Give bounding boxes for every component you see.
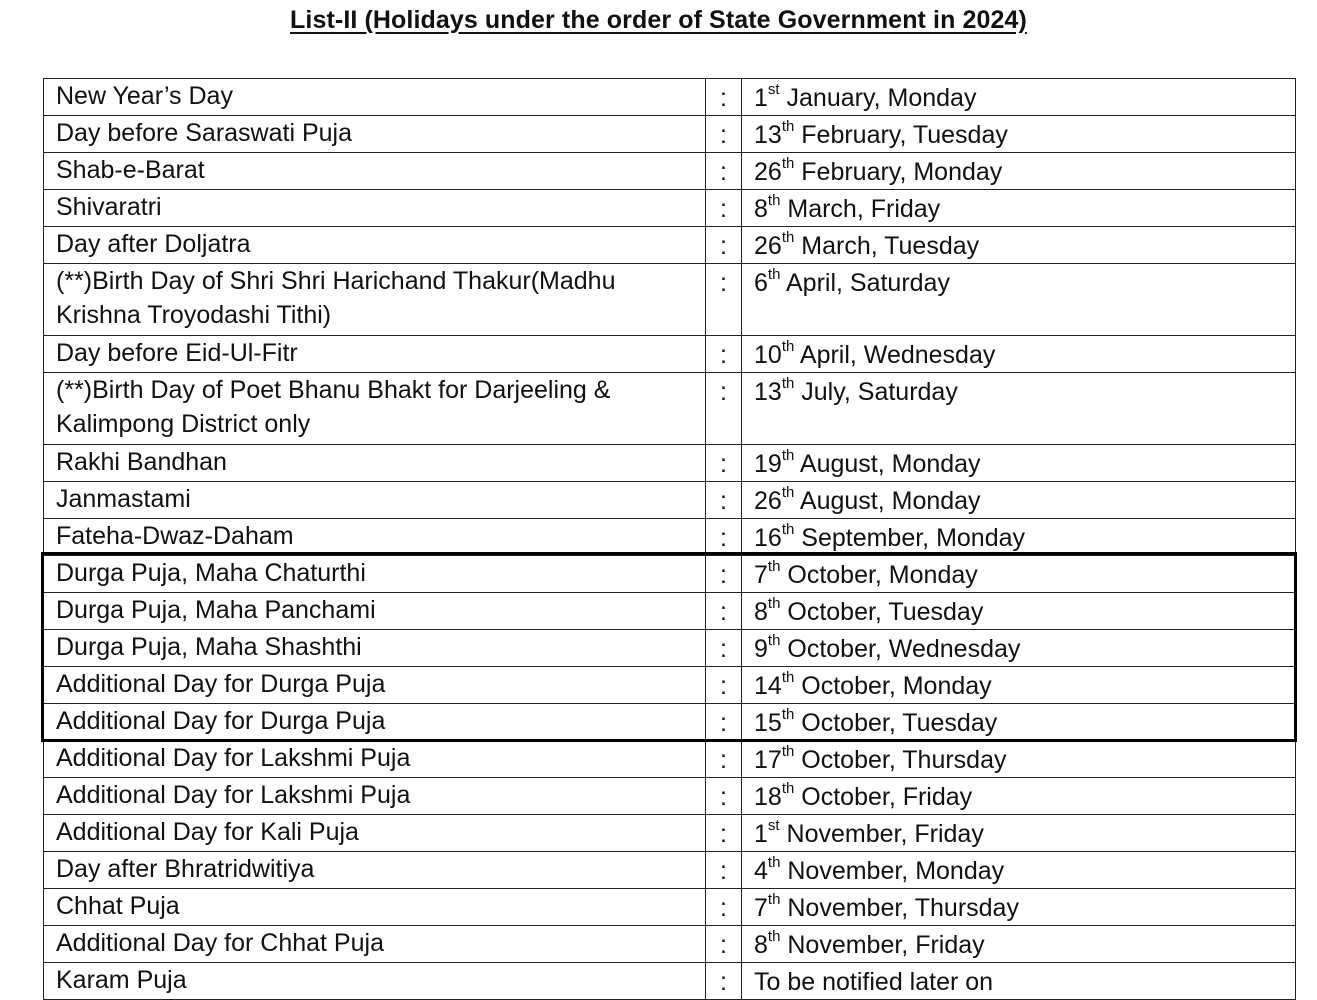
table-row <box>44 741 1296 778</box>
date-suffix: th <box>781 154 795 172</box>
holiday-name: Additional Day for Lakshmi Puja <box>44 778 706 815</box>
date-rest: November, Thursday <box>780 894 1019 922</box>
table-row <box>44 815 1296 852</box>
separator: : <box>706 482 742 519</box>
holiday-name: Shivaratri <box>44 190 706 227</box>
date-day: 1 <box>754 820 768 848</box>
date-rest: February, Monday <box>794 158 1003 186</box>
date-day: 13 <box>754 121 782 149</box>
date-rest: April, Wednesday <box>794 341 996 369</box>
date-rest: August, Monday <box>794 487 981 515</box>
table-row <box>44 519 1296 556</box>
date-suffix: th <box>781 705 795 723</box>
table-row <box>44 336 1296 373</box>
date-rest: October, Wednesday <box>780 635 1021 663</box>
date-suffix: th <box>767 927 781 945</box>
date-rest: November, Friday <box>779 820 984 848</box>
date-suffix: th <box>781 483 795 501</box>
separator: : <box>706 741 742 778</box>
date-suffix: th <box>767 594 781 612</box>
date-day: 4 <box>754 857 768 885</box>
table-row <box>44 667 1296 704</box>
holiday-name: Additional Day for Chhat Puja <box>44 926 706 963</box>
separator: : <box>706 116 742 153</box>
holiday-name: Additional Day for Lakshmi Puja <box>44 741 706 778</box>
date-day: 6 <box>754 269 768 297</box>
date-day: 26 <box>754 487 782 515</box>
date-day: 10 <box>754 341 782 369</box>
holiday-name: Shab-e-Barat <box>44 153 706 190</box>
date-suffix: th <box>781 337 795 355</box>
separator: : <box>706 778 742 815</box>
date-suffix: th <box>767 557 781 575</box>
date-suffix: st <box>767 80 780 98</box>
date-day: 18 <box>754 783 782 811</box>
holiday-name: Janmastami <box>44 482 706 519</box>
date-rest: October, Monday <box>780 561 978 589</box>
holiday-date <box>742 852 1296 889</box>
date-suffix: th <box>767 631 781 649</box>
holiday-date <box>742 264 1296 336</box>
table-row <box>44 704 1296 741</box>
holiday-date <box>742 593 1296 630</box>
date-rest: October, Monday <box>794 672 992 700</box>
holiday-date <box>742 482 1296 519</box>
table-row <box>44 153 1296 190</box>
holiday-name: Karam Puja <box>44 963 706 1000</box>
date-suffix: th <box>781 446 795 464</box>
holiday-date <box>742 153 1296 190</box>
holiday-date <box>742 519 1296 556</box>
date-rest: March, Tuesday <box>794 232 980 260</box>
separator: : <box>706 704 742 741</box>
holiday-name: Day after Bhratridwitiya <box>44 852 706 889</box>
date-rest: January, Monday <box>779 84 977 112</box>
table-row <box>44 116 1296 153</box>
holiday-name: Additional Day for Durga Puja <box>44 704 706 741</box>
date-suffix: th <box>781 668 795 686</box>
date-day: 8 <box>754 931 768 959</box>
date-day: 1 <box>754 84 768 112</box>
date-day: 26 <box>754 232 782 260</box>
date-suffix: st <box>767 816 780 834</box>
separator: : <box>706 667 742 704</box>
table-row <box>44 190 1296 227</box>
separator: : <box>706 593 742 630</box>
table-row <box>44 482 1296 519</box>
date-rest: September, Monday <box>794 524 1026 552</box>
holiday-date <box>742 704 1296 741</box>
date-rest: April, Saturday <box>780 269 950 297</box>
holiday-date <box>742 556 1296 593</box>
holiday-date <box>742 445 1296 482</box>
holiday-date <box>742 373 1296 445</box>
date-day: 14 <box>754 672 782 700</box>
date-rest: October, Thursday <box>794 746 1007 774</box>
date-suffix: th <box>781 374 795 392</box>
holiday-name: Additional Day for Kali Puja <box>44 815 706 852</box>
table-row <box>44 963 1296 1000</box>
separator: : <box>706 373 742 445</box>
date-day: 16 <box>754 524 782 552</box>
holiday-date <box>742 79 1296 116</box>
date-rest: November, Friday <box>780 931 985 959</box>
holiday-date <box>742 741 1296 778</box>
holiday-name: (**)Birth Day of Shri Shri Harichand Thakur(Madhu Krishna Troyodashi Tithi) <box>44 264 706 336</box>
separator: : <box>706 445 742 482</box>
table-row <box>44 630 1296 667</box>
date-rest: July, Saturday <box>794 378 958 406</box>
holiday-name: New Year’s Day <box>44 79 706 116</box>
separator: : <box>706 227 742 264</box>
holiday-name: Durga Puja, Maha Shashthi <box>44 630 706 667</box>
separator: : <box>706 190 742 227</box>
table-row <box>44 926 1296 963</box>
holiday-name: (**)Birth Day of Poet Bhanu Bhakt for Darjeeling & Kalimpong District only <box>44 373 706 445</box>
separator: : <box>706 926 742 963</box>
date-suffix: th <box>781 228 795 246</box>
date-rest: March, Friday <box>780 195 941 223</box>
holiday-date <box>742 667 1296 704</box>
separator: : <box>706 264 742 336</box>
date-suffix: th <box>767 890 781 908</box>
separator: : <box>706 79 742 116</box>
table-row <box>44 227 1296 264</box>
separator: : <box>706 630 742 667</box>
holiday-name: Day after Doljatra <box>44 227 706 264</box>
date-rest: February, Tuesday <box>794 121 1008 149</box>
date-day: 13 <box>754 378 782 406</box>
holiday-name: Durga Puja, Maha Chaturthi <box>44 556 706 593</box>
holiday-name: Additional Day for Durga Puja <box>44 667 706 704</box>
table-row <box>44 556 1296 593</box>
separator: : <box>706 852 742 889</box>
table-row <box>44 593 1296 630</box>
date-day: 19 <box>754 450 782 478</box>
date-rest: October, Tuesday <box>780 598 984 626</box>
holiday-name: Durga Puja, Maha Panchami <box>44 593 706 630</box>
holiday-name: Fateha-Dwaz-Daham <box>44 519 706 556</box>
date-suffix: th <box>781 520 795 538</box>
table-row <box>44 79 1296 116</box>
date-day: 7 <box>754 561 768 589</box>
holiday-name: Rakhi Bandhan <box>44 445 706 482</box>
holiday-date <box>742 116 1296 153</box>
holiday-date <box>742 336 1296 373</box>
holiday-date <box>742 630 1296 667</box>
holiday-date <box>742 227 1296 264</box>
separator: : <box>706 336 742 373</box>
table-row <box>44 445 1296 482</box>
holiday-name: Chhat Puja <box>44 889 706 926</box>
date-day: 15 <box>754 709 782 737</box>
holiday-date <box>742 889 1296 926</box>
holiday-name: Day before Eid-Ul-Fitr <box>44 336 706 373</box>
separator: : <box>706 815 742 852</box>
table-row <box>44 889 1296 926</box>
date-day: 17 <box>754 746 782 774</box>
table-row <box>44 852 1296 889</box>
date-day: 26 <box>754 158 782 186</box>
date-day: 8 <box>754 195 768 223</box>
table-row <box>44 373 1296 445</box>
holiday-table <box>43 78 1296 1000</box>
date-rest: To be notified later on <box>754 968 994 996</box>
separator: : <box>706 556 742 593</box>
date-suffix: th <box>767 853 781 871</box>
holiday-date <box>742 926 1296 963</box>
date-rest: October, Friday <box>794 783 973 811</box>
date-suffix: th <box>767 265 781 283</box>
table-row <box>44 264 1296 336</box>
date-rest: October, Tuesday <box>794 709 998 737</box>
document-title: List-II (Holidays under the order of State Government in 2024) <box>290 6 1027 34</box>
holiday-date <box>742 190 1296 227</box>
holiday-date <box>742 963 1296 1000</box>
date-suffix: th <box>767 191 781 209</box>
date-rest: August, Monday <box>794 450 981 478</box>
date-suffix: th <box>781 742 795 760</box>
date-day: 8 <box>754 598 768 626</box>
separator: : <box>706 153 742 190</box>
separator: : <box>706 889 742 926</box>
date-day: 7 <box>754 894 768 922</box>
separator: : <box>706 519 742 556</box>
date-suffix: th <box>781 779 795 797</box>
date-day: 9 <box>754 635 768 663</box>
holiday-date <box>742 778 1296 815</box>
holiday-date <box>742 815 1296 852</box>
table-row <box>44 778 1296 815</box>
date-suffix: th <box>781 117 795 135</box>
holiday-name: Day before Saraswati Puja <box>44 116 706 153</box>
date-rest: November, Monday <box>780 857 1005 885</box>
separator: : <box>706 963 742 1000</box>
